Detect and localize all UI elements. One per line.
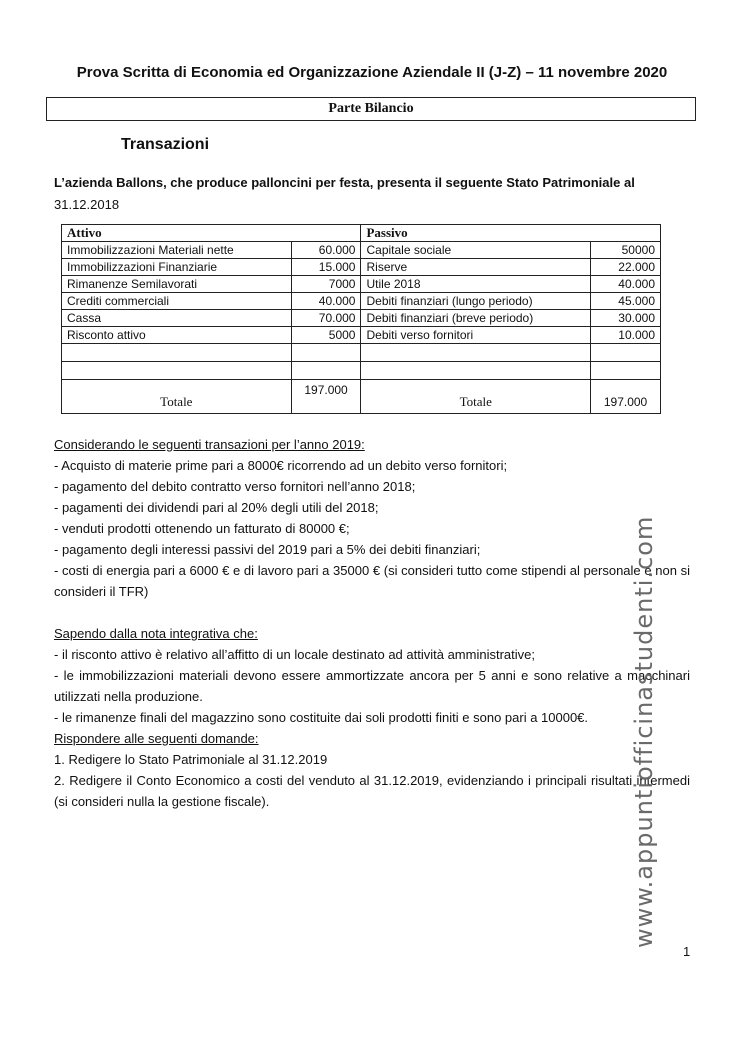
list-item: 1. Redigere lo Stato Patrimoniale al 31.12.2019 [54, 752, 328, 767]
attivo-label: Immobilizzazioni Finanziarie [62, 259, 292, 276]
attivo-label: Crediti commerciali [62, 293, 292, 310]
passivo-label: Utile 2018 [361, 276, 591, 293]
attivo-value: 7000 [291, 276, 361, 293]
attivo-label: Rimanenze Semilavorati [62, 276, 292, 293]
list-item: - le immobilizzazioni materiali devono essere ammortizzate ancora per 5 anni e sono relative a macchinari utilizzati nella produzione. [54, 668, 690, 704]
list-item: - pagamento degli interessi passivi del 2019 pari a 5% dei debiti finanziari; [54, 542, 481, 557]
attivo-value: 70.000 [291, 310, 361, 327]
passivo-label: Riserve [361, 259, 591, 276]
attivo-value: 60.000 [291, 242, 361, 259]
passivo-label: Debiti finanziari (lungo periodo) [361, 293, 591, 310]
empty-row [62, 344, 661, 362]
intro-line-2: 31.12.2018 [54, 197, 120, 212]
table-header-row [62, 225, 661, 242]
page-number: 1 [683, 944, 691, 959]
list-item: - le rimanenze finali del magazzino sono costituite dai soli prodotti finiti e sono pari a 10000€. [54, 710, 589, 725]
passivo-value: 50000 [591, 242, 661, 259]
page-title: Prova Scritta di Economia ed Organizzazione Aziendale II (J-Z) – 11 novembre 2020 [76, 64, 668, 81]
notes-heading: Sapendo dalla nota integrativa che: [54, 626, 258, 641]
notes-section [54, 623, 690, 812]
list-item: - venduti prodotti ottenendo un fatturato di 80000 €; [54, 521, 350, 536]
list-item: - pagamento del debito contratto verso fornitori nell’anno 2018; [54, 479, 416, 494]
total-label-passivo: Totale [361, 380, 591, 414]
table-row [62, 293, 661, 310]
passivo-header: Passivo [361, 225, 661, 242]
passivo-value: 45.000 [591, 293, 661, 310]
attivo-label: Risconto attivo [62, 327, 292, 344]
total-row [62, 380, 661, 414]
watermark-text: www.appuntiofficinastudenti.com [630, 515, 658, 948]
attivo-label: Cassa [62, 310, 292, 327]
list-item: 2. Redigere il Conto Economico a costi del venduto al 31.12.2019, evidenziando i principali risultati intermedi (si consideri nulla la gestione fiscale). [54, 773, 690, 809]
list-item: - pagamenti dei dividendi pari al 20% degli utili del 2018; [54, 500, 379, 515]
attivo-value: 15.000 [291, 259, 361, 276]
passivo-value: 10.000 [591, 327, 661, 344]
table-row [62, 242, 661, 259]
total-value-passivo: 197.000 [591, 380, 661, 414]
passivo-value: 30.000 [591, 310, 661, 327]
list-item: - Acquisto di materie prime pari a 8000€ ricorrendo ad un debito verso fornitori; [54, 458, 508, 473]
passivo-value: 40.000 [591, 276, 661, 293]
total-value-attivo: 197.000 [291, 380, 361, 414]
total-label-attivo: Totale [62, 380, 292, 414]
table-row [62, 276, 661, 293]
questions-heading: Rispondere alle seguenti domande: [54, 731, 259, 746]
passivo-label: Debiti verso fornitori [361, 327, 591, 344]
intro-text [54, 172, 684, 216]
passivo-value: 22.000 [591, 259, 661, 276]
table-row [62, 327, 661, 344]
transactions-section [54, 434, 690, 602]
passivo-label: Debiti finanziari (breve periodo) [361, 310, 591, 327]
attivo-value: 5000 [291, 327, 361, 344]
attivo-header: Attivo [62, 225, 361, 242]
passivo-label: Capitale sociale [361, 242, 591, 259]
empty-row [62, 362, 661, 380]
balance-sheet-table [61, 224, 661, 414]
table-row [62, 310, 661, 327]
attivo-value: 40.000 [291, 293, 361, 310]
transactions-heading: Considerando le seguenti transazioni per l’anno 2019: [54, 437, 365, 452]
section-banner: Parte Bilancio [46, 97, 696, 121]
intro-line-1: L’azienda Ballons, che produce palloncini per festa, presenta il seguente Stato Patrimoniale al [54, 175, 635, 190]
attivo-label: Immobilizzazioni Materiali nette [62, 242, 292, 259]
list-item: - costi di energia pari a 6000 € e di lavoro pari a 35000 € (si consideri tutto come stipendi al personale e non si consideri il TFR) [54, 563, 690, 599]
list-item: - il risconto attivo è relativo all’affitto di un locale destinato ad attività amministrative; [54, 647, 535, 662]
section-title: Transazioni [121, 136, 210, 153]
table-row [62, 259, 661, 276]
